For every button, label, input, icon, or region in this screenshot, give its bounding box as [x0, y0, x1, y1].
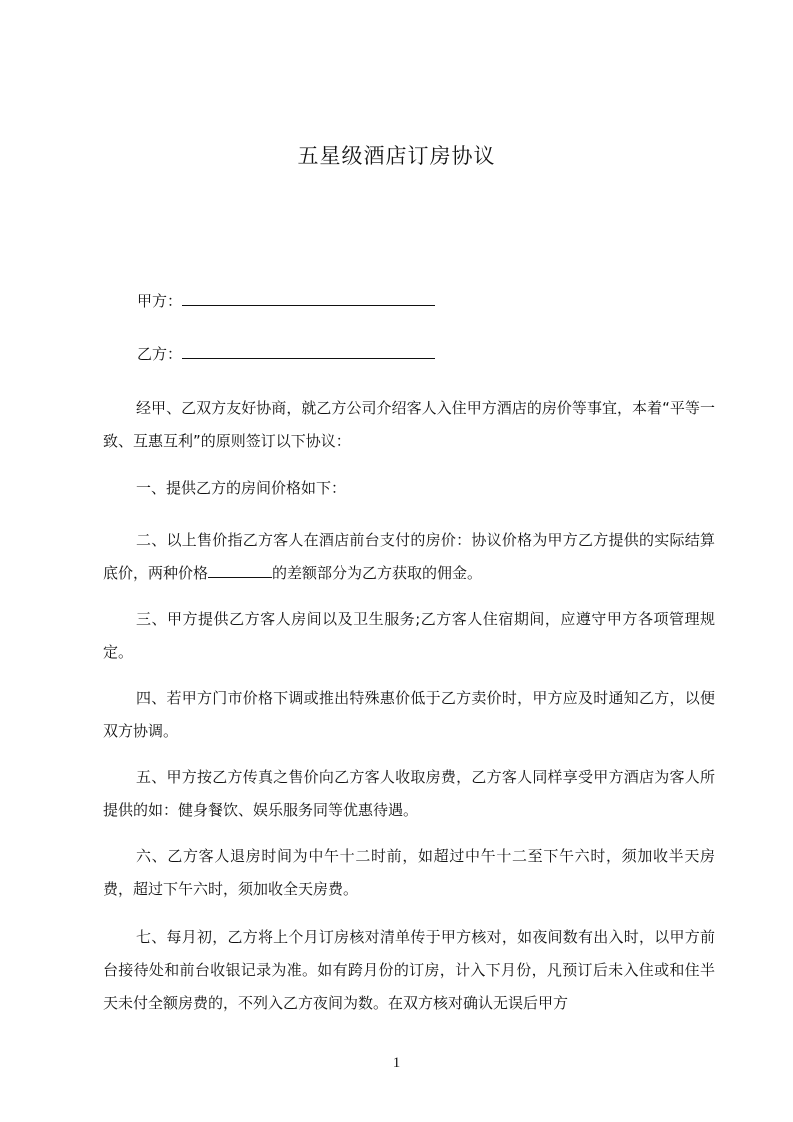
clause-4: 四、若甲方门市价格下调或推出特殊惠价低于乙方卖价时，甲方应及时通知乙方，以便双方协调。	[103, 689, 715, 740]
clause-2	[103, 524, 715, 590]
party-a-blank	[182, 291, 435, 306]
party-b-label: 乙方：	[137, 345, 183, 363]
clause-3: 三、甲方提供乙方客人房间以及卫生服务;乙方客人住宿期间，应遵守甲方各项管理规定。	[103, 610, 715, 661]
party-a-label: 甲方：	[137, 292, 183, 310]
party-a-line	[137, 290, 435, 312]
clause-2-blank	[208, 563, 272, 578]
document-title: 五星级酒店订房协议	[297, 144, 496, 168]
clause-2-suffix: 的差额部分为乙方获取的佣金。	[272, 564, 483, 582]
clause-5: 五、甲方按乙方传真之售价向乙方客人收取房费，乙方客人同样享受甲方酒店为客人所提供的如：健身餐饮、娱乐服务同等优惠待遇。	[103, 768, 715, 819]
party-b-line	[137, 343, 435, 365]
clause-2-text: 二、以上售价指乙方客人在酒店前台支付的房价：协议价格为甲方乙方提供的实际结算底价，两种价格	[103, 531, 715, 582]
page-number: 1	[392, 1055, 401, 1071]
clause-7: 七、每月初，乙方将上个月订房核对清单传于甲方核对，如夜间数有出入时，以甲方前台接待处和前台收银记录为准。如有跨月份的订房，计入下月份，凡预订后未入住或和住半天未付全额房费的，不列入乙方夜间为数。在双方核对确认无误后甲方	[103, 928, 715, 1012]
clause-1: 一、提供乙方的房间价格如下：	[136, 479, 347, 497]
intro-paragraph: 经甲、乙双方友好协商，就乙方公司介绍客人入住甲方酒店的房价等事宜，本着“平等一致、互惠互利”的原则签订以下协议：	[103, 399, 715, 450]
party-b-blank	[182, 344, 435, 359]
clause-6: 六、乙方客人退房时间为中午十二时前，如超过中午十二至下午六时，须加收半天房费，超过下午六时，须加收全天房费。	[103, 847, 715, 898]
